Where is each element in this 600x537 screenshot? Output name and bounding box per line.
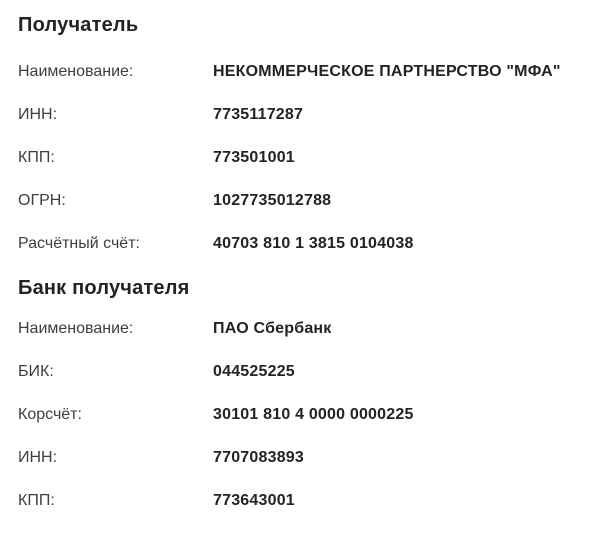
detail-row-recipient-inn [18, 105, 582, 125]
detail-value: 1027735012788 [213, 192, 332, 209]
detail-label: ИНН: [18, 449, 58, 466]
detail-row-recipient-account [18, 234, 582, 254]
detail-label: Корсчёт: [18, 406, 82, 423]
detail-label: Расчётный счёт: [18, 235, 140, 252]
detail-label: КПП: [18, 492, 55, 509]
detail-row-bank-kpp [18, 491, 582, 511]
detail-label: Наименование: [18, 320, 134, 337]
section-title-recipient: Получатель [18, 14, 139, 36]
detail-label: ОГРН: [18, 192, 66, 209]
section-title-recipient-bank: Банк получателя [18, 277, 190, 299]
detail-value: ПАО Сбербанк [213, 320, 332, 337]
detail-row-bank-corr-account [18, 405, 582, 425]
detail-label: ИНН: [18, 106, 58, 123]
detail-row-bank-name [18, 319, 582, 339]
detail-value: 30101 810 4 0000 0000225 [213, 406, 414, 423]
detail-row-recipient-ogrn [18, 191, 582, 211]
detail-label: БИК: [18, 363, 54, 380]
detail-row-bank-inn [18, 448, 582, 468]
detail-value: 40703 810 1 3815 0104038 [213, 235, 414, 252]
detail-row-bank-bik [18, 362, 582, 382]
detail-label: Наименование: [18, 63, 134, 80]
detail-value: 773501001 [213, 149, 295, 166]
detail-value: 7707083893 [213, 449, 304, 466]
section-recipient [18, 14, 582, 254]
detail-value: 7735117287 [213, 106, 304, 123]
detail-row-recipient-name [18, 62, 582, 82]
detail-label: КПП: [18, 149, 55, 166]
section-recipient-bank [18, 277, 582, 511]
detail-row-recipient-kpp [18, 148, 582, 168]
detail-value: 044525225 [213, 363, 295, 380]
detail-value: НЕКОММЕРЧЕСКОЕ ПАРТНЕРСТВО "МФА" [213, 63, 561, 80]
detail-value: 773643001 [213, 492, 295, 509]
